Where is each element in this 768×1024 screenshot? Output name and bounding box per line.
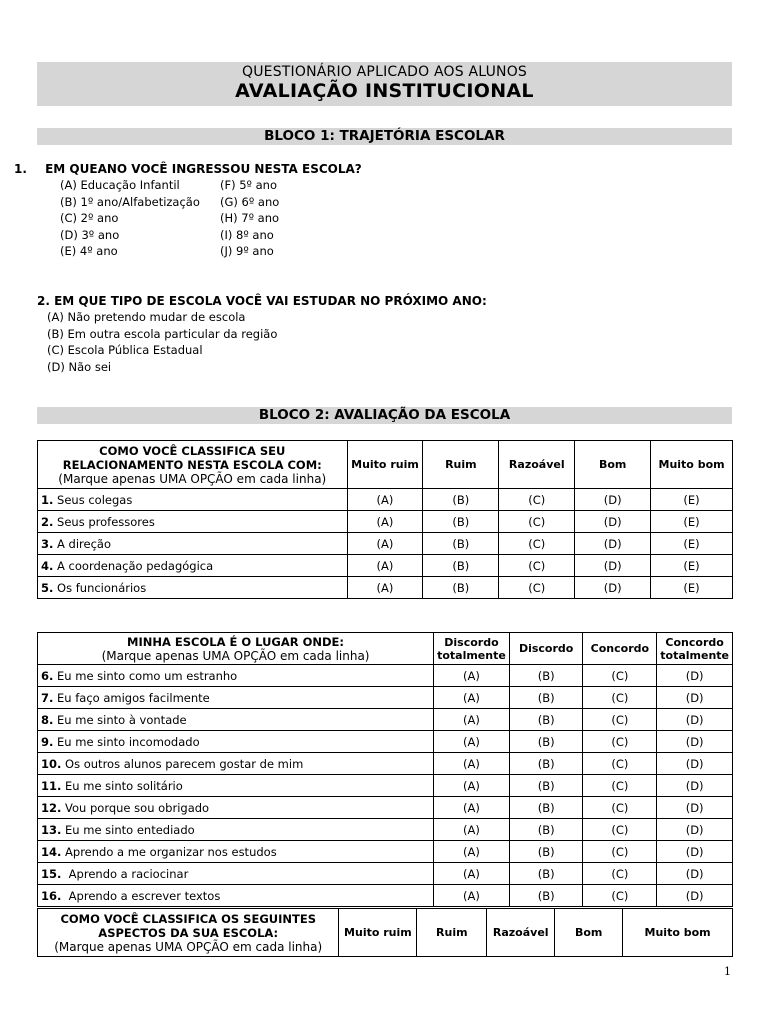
option[interactable]: (J) 9º ano [220, 244, 274, 259]
answer-choice[interactable]: (C) [583, 731, 657, 753]
column-header: Bom [575, 441, 651, 489]
aspects-table [37, 908, 733, 957]
table-row [38, 753, 733, 775]
column-header: Concordo [583, 633, 657, 665]
answer-choice[interactable]: (C) [583, 775, 657, 797]
option[interactable]: (B) 1º ano/Alfabetização [60, 194, 200, 209]
table-row [38, 709, 733, 731]
question-1-options-col1 [60, 177, 200, 260]
answer-choice[interactable]: (D) [575, 555, 651, 577]
row-label: 7. Eu faço amigos facilmente [38, 687, 434, 709]
table-row [38, 489, 733, 511]
answer-choice[interactable]: (B) [509, 863, 583, 885]
option[interactable]: (B) Em outra escola particular da região [47, 326, 278, 341]
answer-choice[interactable]: (D) [657, 775, 733, 797]
option[interactable]: (I) 8º ano [220, 227, 274, 242]
answer-choice[interactable]: (D) [657, 841, 733, 863]
question-1-options-col2 [220, 177, 279, 260]
answer-choice[interactable]: (A) [347, 511, 423, 533]
answer-choice[interactable]: (B) [423, 533, 499, 555]
answer-choice[interactable]: (A) [434, 819, 510, 841]
option[interactable]: (A) Educação Infantil [60, 178, 180, 192]
answer-choice[interactable]: (B) [509, 819, 583, 841]
answer-choice[interactable]: (A) [434, 731, 510, 753]
question-1-text: EM QUEANO VOCÊ INGRESSOU NESTA ESCOLA? [45, 162, 362, 176]
answer-choice[interactable]: (D) [575, 533, 651, 555]
question-2-options [47, 309, 277, 375]
row-label: 16. Aprendo a escrever textos [38, 885, 434, 907]
answer-choice[interactable]: (A) [434, 885, 510, 907]
column-header: Ruim [423, 441, 499, 489]
answer-choice[interactable]: (B) [509, 885, 583, 907]
table-row [38, 577, 733, 599]
table-header: COMO VOCÊ CLASSIFICA OS SEGUINTES ASPECTOS DA SUA ESCOLA: (Marque apenas UMA OPÇÃO em cada linha) [38, 909, 339, 957]
row-label: 1. Seus colegas [38, 489, 348, 511]
row-label: 10. Os outros alunos parecem gostar de mim [38, 753, 434, 775]
answer-choice[interactable]: (A) [434, 709, 510, 731]
answer-choice[interactable]: (D) [657, 885, 733, 907]
answer-choice[interactable]: (D) [657, 665, 733, 687]
answer-choice[interactable]: (B) [509, 753, 583, 775]
question-2-text: 2. EM QUE TIPO DE ESCOLA VOCÊ VAI ESTUDAR NO PRÓXIMO ANO: [37, 294, 487, 308]
school-place-table [37, 632, 733, 907]
table-row [38, 819, 733, 841]
column-header: Muito ruim [339, 909, 417, 957]
answer-choice[interactable]: (A) [347, 533, 423, 555]
answer-choice[interactable]: (C) [499, 511, 575, 533]
answer-choice[interactable]: (A) [434, 797, 510, 819]
answer-choice[interactable]: (D) [657, 753, 733, 775]
table-row [38, 665, 733, 687]
answer-choice[interactable]: (B) [423, 511, 499, 533]
table-row [38, 775, 733, 797]
answer-choice[interactable]: (D) [575, 577, 651, 599]
answer-choice[interactable]: (D) [575, 489, 651, 511]
answer-choice[interactable]: (C) [499, 555, 575, 577]
row-label: 4. A coordenação pedagógica [38, 555, 348, 577]
bloco1-title: BLOCO 1: TRAJETÓRIA ESCOLAR [37, 128, 732, 145]
row-label: 8. Eu me sinto à vontade [38, 709, 434, 731]
answer-choice[interactable]: (A) [434, 841, 510, 863]
header-subtitle: QUESTIONÁRIO APLICADO AOS ALUNOS [241, 64, 528, 80]
row-label: 14. Aprendo a me organizar nos estudos [38, 841, 434, 863]
answer-choice[interactable]: (E) [651, 489, 733, 511]
answer-choice[interactable]: (B) [509, 775, 583, 797]
answer-choice[interactable]: (B) [509, 665, 583, 687]
answer-choice[interactable]: (C) [583, 819, 657, 841]
answer-choice[interactable]: (B) [423, 555, 499, 577]
table-row [38, 511, 733, 533]
option[interactable]: (D) Não sei [47, 359, 112, 374]
answer-choice[interactable]: (A) [434, 863, 510, 885]
answer-choice[interactable]: (E) [651, 511, 733, 533]
row-label: 2. Seus professores [38, 511, 348, 533]
table-row [38, 687, 733, 709]
column-header: Muito ruim [347, 441, 423, 489]
column-header: Razoável [499, 441, 575, 489]
bloco2-title: BLOCO 2: AVALIAÇÃO DA ESCOLA [37, 407, 732, 424]
option[interactable]: (E) 4º ano [60, 244, 118, 259]
answer-choice[interactable]: (B) [423, 489, 499, 511]
row-label: 13. Eu me sinto entediado [38, 819, 434, 841]
table-header: MINHA ESCOLA É O LUGAR ONDE: (Marque apenas UMA OPÇÃO em cada linha) [38, 633, 434, 665]
answer-choice[interactable]: (B) [509, 797, 583, 819]
table-row [38, 841, 733, 863]
table-row [38, 555, 733, 577]
answer-choice[interactable]: (C) [499, 577, 575, 599]
answer-choice[interactable]: (B) [509, 841, 583, 863]
answer-choice[interactable]: (C) [583, 885, 657, 907]
column-header: Discordo totalmente [434, 633, 510, 665]
question-1 [14, 162, 362, 176]
row-label: 3. A direção [38, 533, 348, 555]
answer-choice[interactable]: (D) [657, 709, 733, 731]
answer-choice[interactable]: (B) [509, 731, 583, 753]
option[interactable]: (C) 2º ano [60, 211, 119, 226]
answer-choice[interactable]: (D) [657, 863, 733, 885]
answer-choice[interactable]: (A) [347, 555, 423, 577]
answer-choice[interactable]: (C) [583, 863, 657, 885]
page-number: 1 [724, 965, 731, 978]
answer-choice[interactable]: (D) [575, 511, 651, 533]
row-label: 12. Vou porque sou obrigado [38, 797, 434, 819]
column-header: Muito bom [623, 909, 733, 957]
answer-choice[interactable]: (B) [509, 709, 583, 731]
row-label: 11. Eu me sinto solitário [38, 775, 434, 797]
table-row [38, 797, 733, 819]
table-row [38, 533, 733, 555]
row-label: 6. Eu me sinto como um estranho [38, 665, 434, 687]
table-row [38, 863, 733, 885]
answer-choice[interactable]: (D) [657, 819, 733, 841]
answer-choice[interactable]: (E) [651, 555, 733, 577]
answer-choice[interactable]: (A) [434, 775, 510, 797]
answer-choice[interactable]: (C) [583, 665, 657, 687]
table-row [38, 885, 733, 907]
option[interactable]: (G) 6º ano [220, 194, 280, 209]
answer-choice[interactable]: (C) [499, 489, 575, 511]
answer-choice[interactable]: (B) [423, 577, 499, 599]
answer-choice[interactable]: (C) [583, 753, 657, 775]
answer-choice[interactable]: (D) [657, 687, 733, 709]
answer-choice[interactable]: (C) [499, 533, 575, 555]
row-label: 5. Os funcionários [38, 577, 348, 599]
answer-choice[interactable]: (C) [583, 687, 657, 709]
option[interactable]: (F) 5º ano [220, 178, 278, 192]
answer-choice[interactable]: (E) [651, 577, 733, 599]
answer-choice[interactable]: (A) [347, 577, 423, 599]
option[interactable]: (C) Escola Pública Estadual [47, 343, 203, 358]
column-header: Bom [555, 909, 623, 957]
answer-choice[interactable]: (C) [583, 841, 657, 863]
answer-choice[interactable]: (B) [509, 687, 583, 709]
relationship-table [37, 440, 733, 599]
table-header: COMO VOCÊ CLASSIFICA SEU RELACIONAMENTO NESTA ESCOLA COM: (Marque apenas UMA OPÇÃO em cada linha) [38, 441, 348, 489]
column-header: Muito bom [651, 441, 733, 489]
question-1-number: 1. [14, 162, 27, 176]
answer-choice[interactable]: (A) [434, 665, 510, 687]
row-label: 9. Eu me sinto incomodado [38, 731, 434, 753]
header-title: AVALIAÇÃO INSTITUCIONAL [235, 80, 534, 102]
answer-choice[interactable]: (E) [651, 533, 733, 555]
option[interactable]: (A) Não pretendo mudar de escola [47, 310, 246, 324]
answer-choice[interactable]: (C) [583, 797, 657, 819]
answer-choice[interactable]: (A) [434, 687, 510, 709]
table-row [38, 731, 733, 753]
column-header: Concordo totalmente [657, 633, 733, 665]
option[interactable]: (D) 3º ano [60, 227, 120, 242]
option[interactable]: (H) 7º ano [220, 211, 280, 226]
answer-choice[interactable]: (A) [434, 753, 510, 775]
answer-choice[interactable]: (D) [657, 731, 733, 753]
answer-choice[interactable]: (D) [657, 797, 733, 819]
document-header [37, 62, 732, 106]
column-header: Ruim [417, 909, 487, 957]
column-header: Razoável [487, 909, 555, 957]
answer-choice[interactable]: (A) [347, 489, 423, 511]
column-header: Discordo [509, 633, 583, 665]
row-label: 15. Aprendo a raciocinar [38, 863, 434, 885]
answer-choice[interactable]: (C) [583, 709, 657, 731]
